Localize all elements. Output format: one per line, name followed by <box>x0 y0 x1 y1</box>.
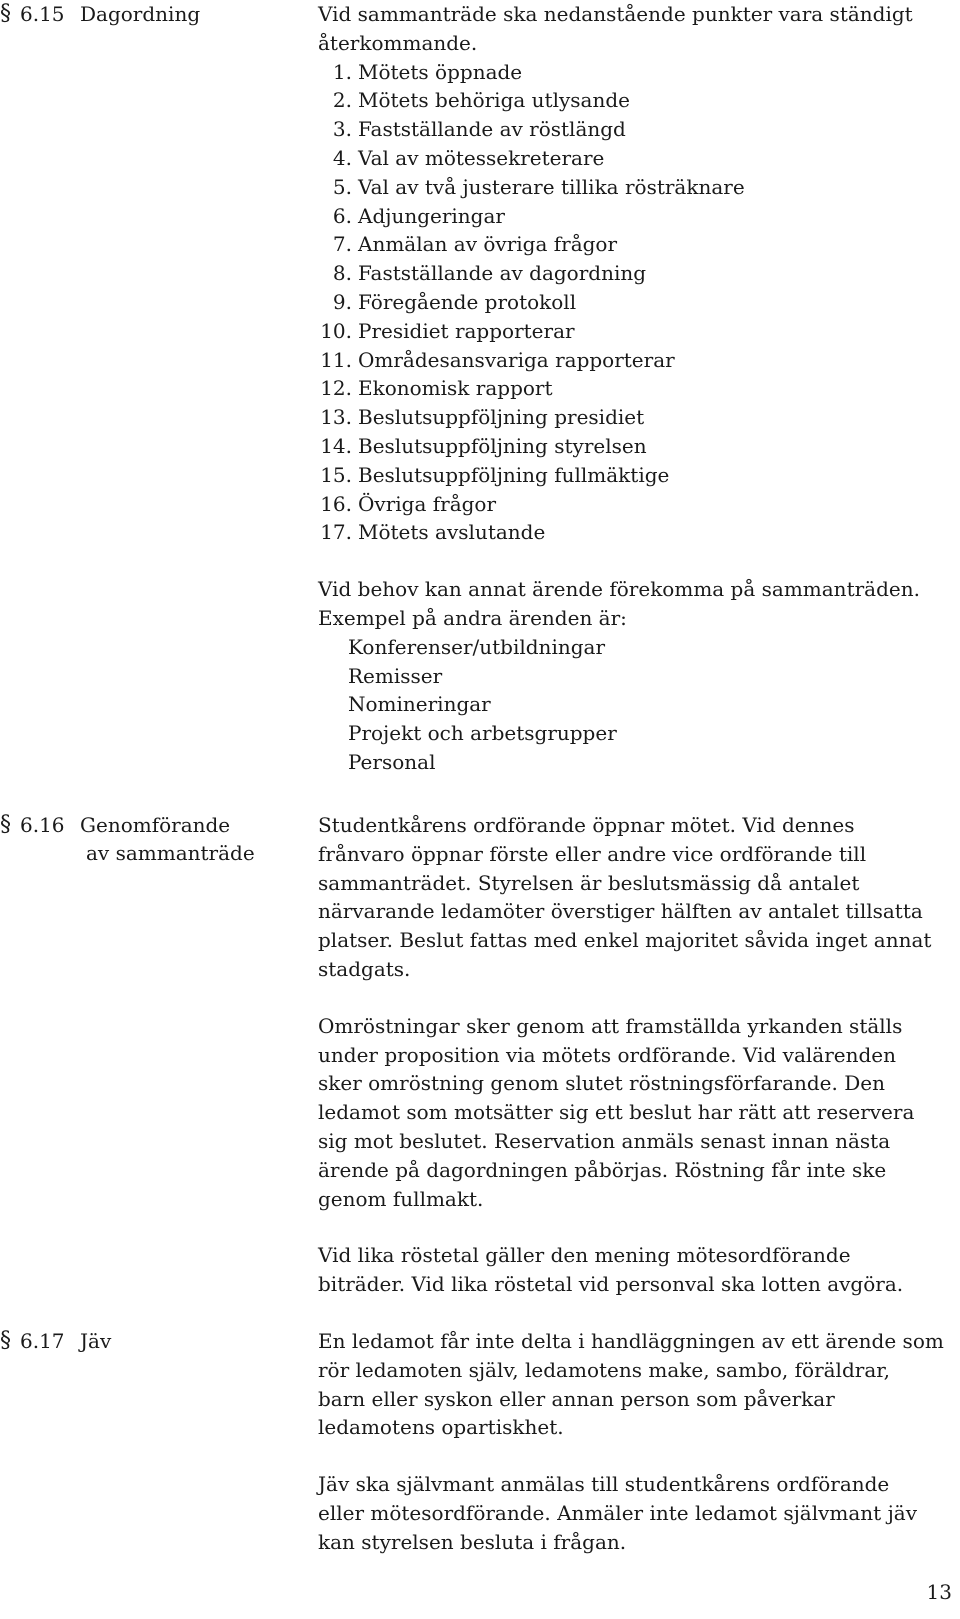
paragraph-line: Studentkårens ordförande öppnar mötet. Vid dennes <box>318 813 855 837</box>
paragraph-line: ärende på dagordningen påbörjas. Röstning får inte ske <box>318 1157 887 1182</box>
intro-line: återkommande. <box>318 30 478 55</box>
paragraph-line: frånvaro öppnar förste eller andre vice ordförande till <box>318 841 867 866</box>
paragraph-line: under proposition via mötets ordförande. Vid valärenden <box>318 1042 897 1067</box>
paragraph-line: biträder. Vid lika röstetal vid personval ska lotten avgöra. <box>318 1272 904 1297</box>
list-item: 12. Ekonomisk rapport <box>320 376 553 401</box>
paragraph-line: sig mot beslutet. Reservation anmäls senast innan nästa <box>318 1128 891 1153</box>
section-content <box>318 811 958 1299</box>
list-item: 3. Fastställande av röstlängd <box>332 117 626 142</box>
paragraph-line: ledamot som motsätter sig ett beslut har rätt att reservera <box>318 1100 915 1125</box>
paragraph-line: sammanträdet. Styrelsen är beslutsmässig då antalet <box>318 870 860 895</box>
list-item: 8. Fastställande av dagordning <box>332 261 647 286</box>
paragraph-line: eller mötesordförande. Anmäler inte ledamot självmant jäv <box>318 1500 917 1525</box>
section-content <box>318 1327 958 1557</box>
list-item: Konferenser/utbildningar <box>348 634 606 659</box>
section-symbol: § <box>0 1328 11 1353</box>
list-item: 10. Presidiet rapporterar <box>320 318 575 343</box>
paragraph-line: stadgats. <box>318 956 411 981</box>
list-item: 5. Val av två justerare tillika rösträknare <box>332 174 745 199</box>
section-symbol: § <box>0 1 11 26</box>
section-symbol: § <box>0 812 11 837</box>
list-item: 13. Beslutsuppföljning presidiet <box>320 405 645 430</box>
examples-list <box>318 633 958 777</box>
paragraph-line: Omröstningar sker genom att framställda yrkanden ställs <box>318 1013 903 1038</box>
section-number: 6.17 <box>20 1329 65 1353</box>
list-item: 15. Beslutsuppföljning fullmäktige <box>320 462 670 487</box>
paragraph-line: Vid lika röstetal gäller den mening mötesordförande <box>318 1243 851 1268</box>
list-item: 14. Beslutsuppföljning styrelsen <box>320 433 647 458</box>
list-item: 2. Mötets behöriga utlysande <box>332 88 630 113</box>
paragraph-line: Jäv ska självmant anmälas till studentkårens ordförande <box>318 1472 890 1497</box>
list-item: 4. Val av mötessekreterare <box>332 145 605 170</box>
page-number: 13 <box>926 1580 952 1604</box>
list-item: Nomineringar <box>348 692 491 717</box>
paragraph-line: sker omröstning genom slutet röstningsförfarande. Den <box>318 1071 885 1096</box>
list-item: 6. Adjungeringar <box>332 203 505 228</box>
list-item: 9. Föregående protokoll <box>332 289 577 314</box>
list-item: 7. Anmälan av övriga frågor <box>332 232 618 257</box>
list-item: 17. Mötets avslutande <box>320 520 546 545</box>
section-heading: Jäv <box>80 1329 112 1353</box>
other-matters-line: Vid behov kan annat ärende förekomma på sammanträden. <box>318 577 920 602</box>
paragraph-line: närvarande ledamöter överstiger hälften av antalet tillsatta <box>318 899 923 924</box>
list-item: Projekt och arbetsgrupper <box>348 721 617 746</box>
list-item: Remisser <box>348 663 443 688</box>
section-heading: Dagordning <box>80 2 201 26</box>
paragraph-line: barn eller syskon eller annan person som påverkar <box>318 1386 835 1411</box>
list-item: 1. Mötets öppnade <box>332 59 523 84</box>
intro-line: Vid sammanträde ska nedanstående punkter vara ständigt <box>318 2 913 26</box>
paragraph-line: ledamotens opartiskhet. <box>318 1415 564 1440</box>
paragraph-line: platser. Beslut fattas med enkel majoritet såvida inget annat <box>318 928 932 953</box>
section-heading: Genomförande av sammanträde <box>80 813 255 865</box>
list-item: 16. Övriga frågor <box>320 491 497 516</box>
other-matters-line: Exempel på andra ärenden är: <box>318 605 627 630</box>
paragraph-line: En ledamot får inte delta i handläggningen av ett ärende som <box>318 1329 944 1353</box>
paragraph-line: kan styrelsen besluta i frågan. <box>318 1529 627 1554</box>
agenda-list <box>318 58 958 548</box>
paragraph-line: genom fullmakt. <box>318 1186 484 1211</box>
list-item: 11. Områdesansvariga rapporterar <box>320 347 675 372</box>
section-number: 6.16 <box>20 813 65 837</box>
paragraph-line: rör ledamoten själv, ledamotens make, sambo, föräldrar, <box>318 1357 890 1382</box>
list-item: Personal <box>348 749 436 774</box>
section-content <box>318 0 958 777</box>
section-number: 6.15 <box>20 2 65 26</box>
